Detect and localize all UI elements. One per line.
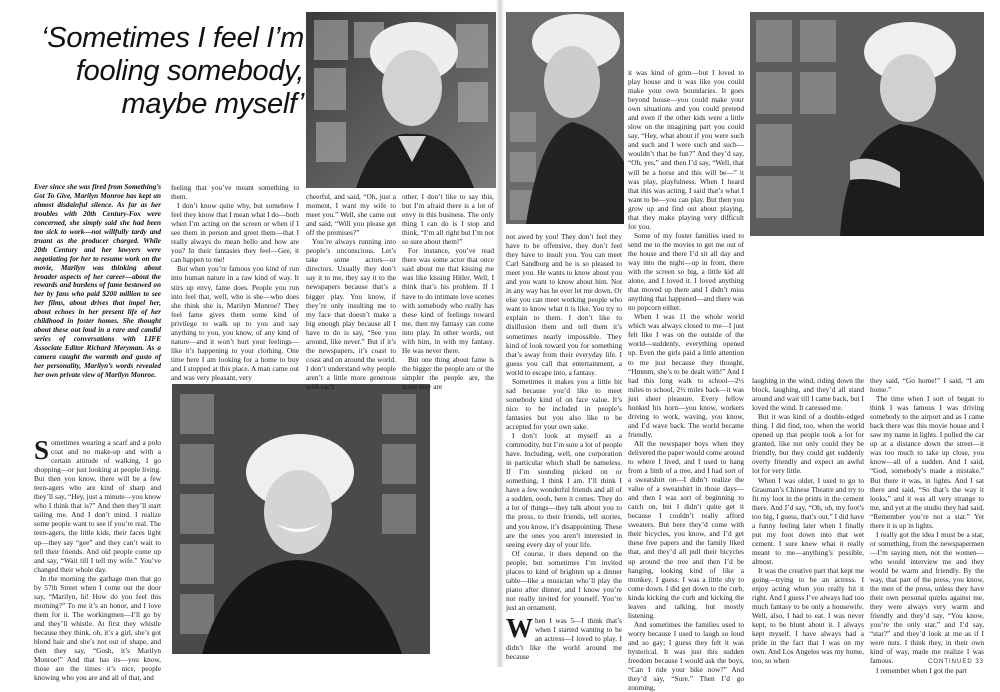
paragraph: Of course, it does depend on the people, but sometimes I’m invited places to kind of brighten up a dinner table—like a musician who’ll play the piano after dinner, and I know you’re not really invited for yourself. You’re just an ornament. — [506, 548, 622, 612]
paragraph: not awed by you! They don’t feel they have to be offensive, they don’t feel they have to insult you. You can meet Carl Sandburg and he is so pleased to meet you. He wants to know about you and you want to know about him. Not in any way has he ever let me down. Or else you can meet working people who want to know what it is like. You try to explain to them. I don’t like to disillusion them and tell them it’s sometimes nearly impossible. They kind of look toward you for something that’s away from their everyday life. I guess you call that entertainment, a world to escape into, a fantasy. — [506, 232, 622, 377]
paragraph: it was kind of grim—but I loved to play house and it was like you could make your own boundaries. It goes beyond house—you could make your own situations and you could pretend and even if the other kids were a little slow on the imagining part you could say, “Hey, what about if you were such and such and I were such and such—wouldn’t that be fun?” And they’d say, “Oh, yes,” and then I’d say, “Well, that will be a horse and this will be—” it was play, playfulness. When I heard that this was acting, I said that’s what I want to be—you can play. But then you grow up and find out about playing, that they make playing very difficult for you. — [628, 68, 744, 231]
paragraph: I don’t know quite why, but somehow I feel they know that I mean what I do—both when I’m acting on the screen or when if I see them in person and greet them—that I really always do mean hello and how are you? In their fantasies they feel—Gee, it can happen to me! — [171, 201, 299, 265]
paragraph: I remember when I got the part — [876, 665, 967, 675]
paragraph: When I was 11 the whole world which was always closed to me—I just felt like I was on the outside of the world—suddenly, everything opened up. Even the girls paid a little attention to me just because they thought, “Hmmm, she’s to be dealt with!” And I had this long walk to school—2½ miles to school, 2½ miles back—it was just sheer pleasure. Every fellow honked his horn—you know, workers driving to work, waving, you know, and I’d wave back. The world became friendly. — [628, 312, 744, 439]
paragraph: You’re always running into people’s unconscious. Let’s take some actors—or directors. Usually they don’t say it to me, they say it to the newspapers because that’s a bigger play. You know, if they’re only insulting me to my face that doesn’t make a big enough play because all I have to do is say, “See you around, like never.” But if it’s the newspapers, it’s coast to coast and on around the world. I don’t understand why people aren’t a little more generous with each — [306, 237, 396, 391]
laughing-portrait-photo — [172, 384, 430, 654]
paragraph: But it was kind of a double-edged thing. I did find, too, when the world opened up that people took a lot for granted, like not only could they be friendly, but they could get suddenly overly friendly and expect an awful lot for very little. — [752, 412, 864, 476]
seated-portrait-photo — [750, 12, 984, 236]
paragraph: And sometimes the families used to worry because I used to laugh so loud and so gay; I guess they felt it was hysterical. It was just this sudden freedom because I would ask the boys, “Can I ride your bike now?” And they’d say, “Sure.” Then I’d go zooming, — [628, 619, 744, 692]
article-column-5b — [506, 232, 622, 662]
paragraph: It was the creative part that kept me going—trying to be an actress. I enjoy acting when you really hit it right. And I guess I’ve always had too much fantasy to be only a housewife. Well, also, I had to eat. I was never kept, to be blunt about it. I always kept myself. I have always had a pride in the fact that I was on my own. And Los Angeles was my home, too, so when — [752, 565, 864, 666]
paragraph: But one thing about fame is the bigger the people are or the simpler the people are, the more they are — [402, 354, 494, 391]
paragraph: laughing in the wind, riding down the block, laughing, and they’d all stand around and wait till I came back, but I loved the wind. It caressed me. — [752, 376, 864, 413]
article-column-6 — [628, 68, 744, 692]
paragraph: The time when I sort of began to think I was famous I was driving somebody to the airport and as I came back there was this movie house and I saw my name in lights. I pulled the car up at a distance down the street—it was too much to take up close, you know—all of a sudden. And I said, “God, somebody’s made a mistake.” But there it was, in lights. And I sat there and said, “So that’s the way it looks,” and it was all very strange to me, and yet at the studio they had said, “Remember you’re not a star.” Yet there it is up in lights. — [870, 394, 984, 530]
article-column-2 — [171, 183, 299, 382]
paragraph: In the morning the garbage men that go by 57th Street when I come out the door say, “Marilyn, hi! How do you feel this morning?” To me it’s an honor, and I love them for it. The workingmen—I’ll go by and they’ll whistle. At first they whistle because they think, oh, it’s a girl, she’s got blond hair and she’s not out of shape, and then they say, “Gosh, it’s Marilyn Monroe!” And that has its—you know, those are the times it’s nice, people knowing who you are and all of that, and — [34, 573, 161, 683]
paragraph: For instance, you’ve read there was some actor that once said about me that kissing me was like kissing Hitler. Well, I think that’s his problem. If I have to do intimate love scenes with somebody who really has these kind of feelings toward me, then my fantasy can come into play. In other words, out with him, in with my fantasy. He was never there. — [402, 246, 494, 355]
paragraph: Some of my foster families used to send me to the movies to get me out of the house and there I’d sit all day and way into the night—up in front, there with the screen so big, a little kid all alone, and I loved it. I loved anything that moved up there and I didn’t miss anything that happened—and there was no popcorn either. — [628, 230, 744, 313]
paragraph: When I was older, I used to go to Grauman’s Chinese Theatre and try to fit my foot in the prints in the cement there. And I’d say, “Oh, oh, my foot’s too big, I guess, that’s out.” I did have a funny feeling later when I finally put my foot down into that wet cement. I sure knew what it really meant to me—anything’s possible, almost. — [752, 475, 864, 566]
paragraph: I really got the idea I must be a star, or something, from the newspapermen—I’m saying men, not the women—who would interview me and they would be warm and friendly. By the way, that part of the press, you know, the men of the press, unless they have their own personal quirks against me, they were always very warm and friendly and they’d say, “You know, you’re the only star,” and I’d say, “star?” and they’d look at me as if I were nuts. I think they, in their own kind of way, made me realize I was famous. — [870, 529, 984, 666]
headline: ‘Sometimes I feel I’m fooling somebody, maybe myself’ — [41, 22, 304, 120]
article-column-1 — [34, 435, 161, 683]
paragraph: I don’t look at myself as a commodity, but I’m sure a lot of people have. Including, well, one corporation in particular which shall be nameless. If I’m sounding picked on or something, I think I am. I’ll think I have a few wonderful friends and all of a sudden, oooh, here it comes. They do a lot of things—they talk about you to the press, to their friends, tell stories, and you know, it’s disappointing. These are the ones you aren’t interested in seeing every day of your life. — [506, 431, 622, 549]
intro-text: Ever since she was fired from Something’s Got To Give, Marilyn Monroe has kept an almost disdainful silence. As far as her troubles with 20th Century-Fox were concerned, she simply said she had been too sick to work—not willfully tardy and truant as the producer charged. While 20th Century and her lawyers were negotiating for her to resume work on the movie, Marilyn was thinking about broader aspects of her career—about the rewards and burdens of fame bestowed on her by fans who paid $200 million to see her films, about drives that impel her, about echoes in her present life of her childhood in foster homes. She thought about these out loud in a rare and candid series of conversations with LIFE Associate Editor Richard Meryman. As a camera caught the warmth and gusto of her personality, Marilyn’s words revealed her own private view of Marilyn Monroe. — [34, 183, 161, 380]
paragraph: feeling that you’ve meant something to them. — [171, 183, 299, 202]
paragraph: cheerful, and said, “Oh, just a moment, I want my wife to meet you.” Well, she came out and said, “Will you please get off the premises?” — [306, 192, 396, 238]
article-column-3 — [306, 192, 396, 391]
page-footer: CONTINUED 33 — [927, 659, 984, 665]
paragraph: Sometimes wearing a scarf and a polo coat and no make-up and with a certain attitude of walking, I go shopping—or just looking at people living. But then you know, there will be a few teen-agers who are kind of sharp and they’ll say, “Hey, just a minute—you know who I think that is?” And then they’ll start tailing me. And I don’t mind. I realize some people want to see if you’re real. The teen-agers, the little kids, their faces light up—they say “gee” and they can’t wait to tell their friends. And old people come up and say, “Wait till I tell my wife.” You’ve changed their whole day. — [34, 435, 161, 574]
article-column-4 — [402, 192, 494, 391]
paragraph: When I was 5—I think that’s when I started wanting to be an actress—I loved to play. I didn’t like the world around me because — [506, 612, 622, 662]
paragraph: they said, “Go home!” I said, “I am home.” — [870, 376, 984, 395]
page-gutter — [496, 0, 504, 667]
paragraph: other. I don’t like to say this, but I’m afraid there is a lot of envy in this business. The only thing I can do is I stop and think, “I’m all right but I’m not so sure about them!” — [402, 192, 494, 247]
paragraph: All the newspaper boys when they delivered the paper would come around to where I lived, and I used to hang from a limb of a tree, and I had sort of a sweatshirt on—I didn’t realize the value of a sweatshirt in those days—and then I was sort of beginning to catch on, but I didn’t quite get it because I couldn’t really afford sweaters. But here they’d come with their bicycles, you know, and I’d get these free papers and the family liked that, and they’d all pull their bicycles up around the tree and then I’d be hanging, looking kind of like a monkey, I guess. I was a little shy to come down. I did get down to the curb, kinda kicking the curb and kicking the leaves and talking, but mostly listening. — [628, 438, 744, 620]
article-column-7 — [752, 376, 864, 666]
portrait-photo-top — [306, 12, 496, 188]
paragraph: Sometimes it makes you a little bit sad because you’d like to meet somebody kind of on face value. It’s nice to be included in people’s fantasies but you also like to be accepted for your own sake. — [506, 376, 622, 431]
profile-photo-top — [506, 12, 624, 224]
paragraph: But when you’re famous you kind of run into human nature in a raw kind of way. It stirs up envy, fame does. People you run into feel that, well, who is she—who does she think she is, Marilyn Monroe? They feel fame gives them some kind of privilege to walk up to you and say anything to you, you know, of any kind of nature—and it won’t hurt your feelings—like it’s happening to your clothing. One time here I am looking for a home to buy and I stopped at this place. A man came out and was very pleasant, very — [171, 264, 299, 382]
